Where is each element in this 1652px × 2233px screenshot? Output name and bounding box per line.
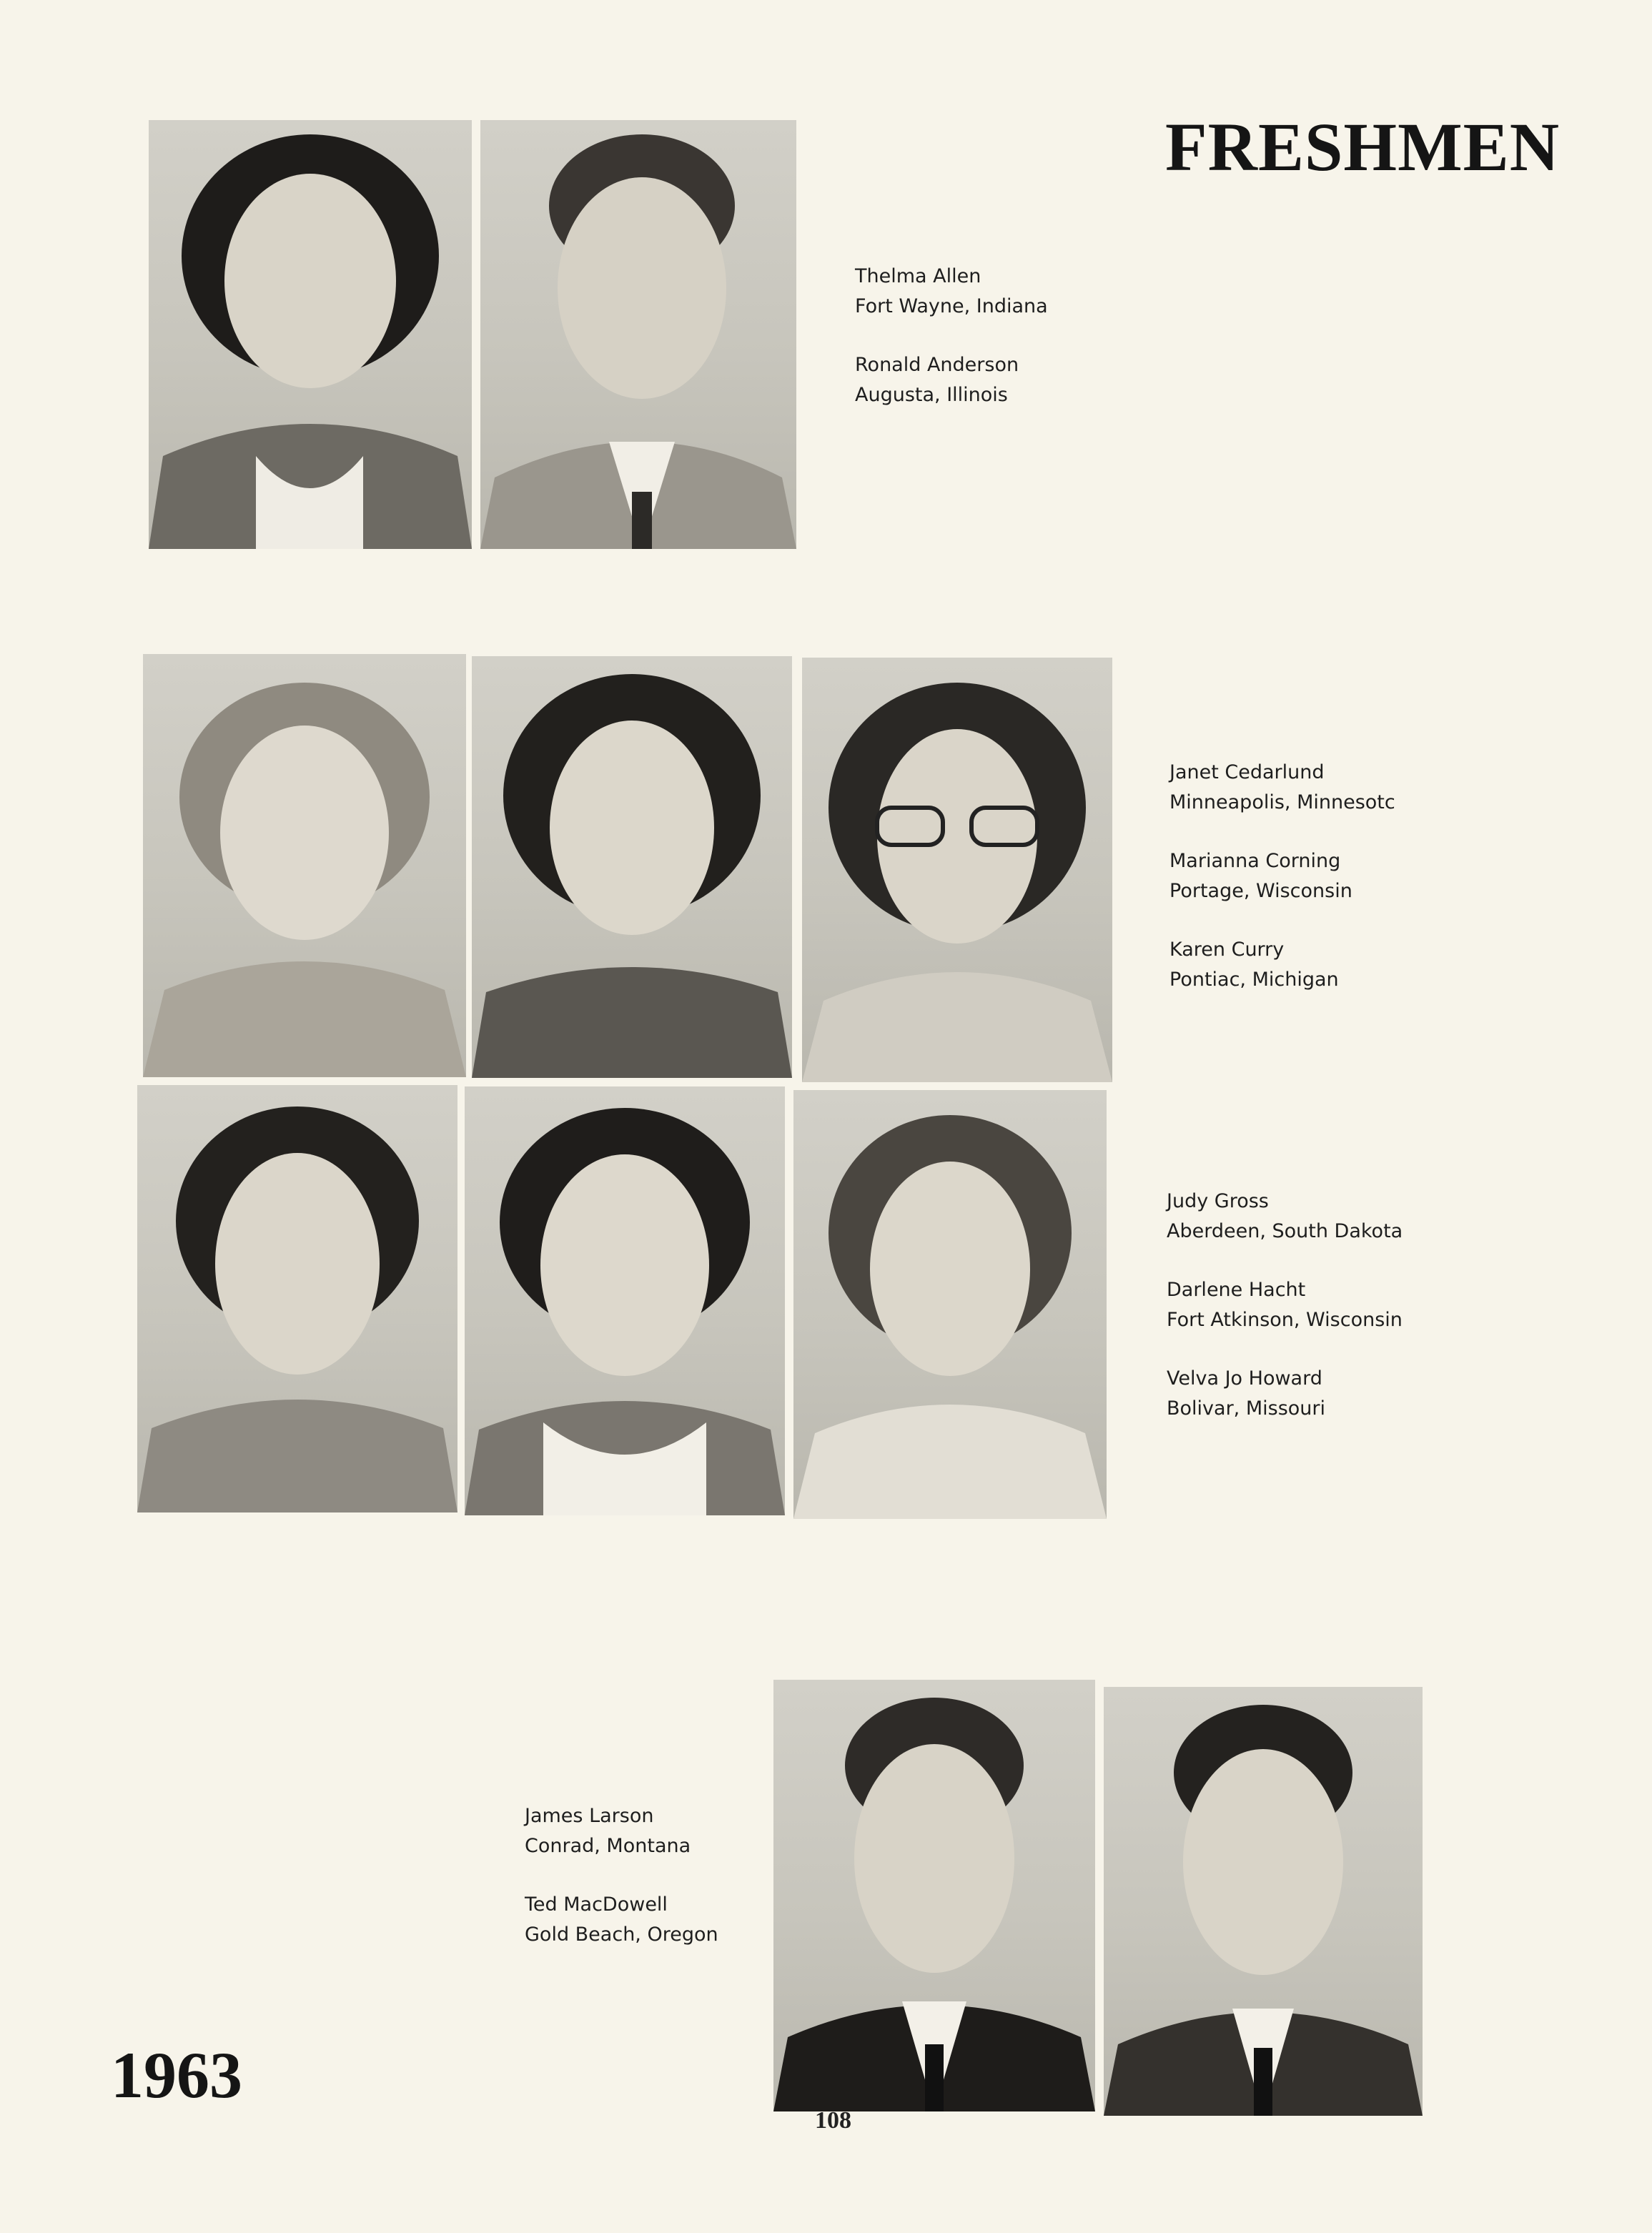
portrait-ted-macdowell	[1104, 1687, 1423, 2116]
student-name: Judy Gross	[1167, 1190, 1269, 1212]
portrait-james-larson	[773, 1680, 1095, 2111]
student-entry	[855, 262, 1048, 322]
student-entry	[855, 350, 1048, 410]
student-hometown: Pontiac, Michigan	[1169, 969, 1339, 991]
caption-group-row1	[855, 262, 1048, 439]
student-entry	[1167, 1187, 1403, 1247]
student-hometown: Minneapolis, Minnesotc	[1169, 791, 1395, 813]
student-name: Velva Jo Howard	[1167, 1367, 1322, 1390]
caption-group-row3	[1167, 1187, 1403, 1452]
student-hometown: Gold Beach, Oregon	[525, 1923, 718, 1946]
caption-group-row2	[1169, 758, 1395, 1024]
student-hometown: Aberdeen, South Dakota	[1167, 1220, 1403, 1242]
student-hometown: Augusta, Illinois	[855, 384, 1008, 406]
student-hometown: Fort Atkinson, Wisconsin	[1167, 1309, 1403, 1331]
portrait-marianna-corning	[472, 656, 792, 1078]
student-entry	[525, 1890, 718, 1950]
student-entry	[1169, 846, 1395, 906]
student-entry	[1167, 1364, 1403, 1424]
student-hometown: Bolivar, Missouri	[1167, 1397, 1325, 1420]
portrait-darlene-hacht	[465, 1086, 785, 1515]
portrait-thelma-allen	[149, 120, 472, 549]
student-entry	[1167, 1275, 1403, 1335]
caption-group-row4	[525, 1801, 718, 1979]
student-name: Ronald Anderson	[855, 354, 1019, 376]
student-hometown: Portage, Wisconsin	[1169, 880, 1352, 902]
student-name: James Larson	[525, 1805, 654, 1827]
student-name: Thelma Allen	[855, 265, 981, 287]
student-name: Janet Cedarlund	[1169, 761, 1325, 783]
portrait-velva-jo-howard	[793, 1090, 1107, 1519]
yearbook-year: 1963	[111, 2039, 242, 2111]
page-title: FRESHMEN	[1165, 109, 1561, 185]
portrait-judy-gross	[137, 1085, 457, 1512]
student-entry	[525, 1801, 718, 1861]
student-name: Darlene Hacht	[1167, 1279, 1306, 1301]
student-entry	[1169, 935, 1395, 995]
student-hometown: Fort Wayne, Indiana	[855, 295, 1048, 317]
student-name: Karen Curry	[1169, 939, 1285, 961]
page-number: 108	[815, 2107, 851, 2134]
portrait-karen-curry	[802, 658, 1112, 1082]
student-entry	[1169, 758, 1395, 818]
portrait-ronald-anderson	[480, 120, 796, 549]
student-name: Ted MacDowell	[525, 1893, 668, 1916]
student-hometown: Conrad, Montana	[525, 1835, 691, 1857]
student-name: Marianna Corning	[1169, 850, 1341, 872]
portrait-janet-cedarlund	[143, 654, 466, 1077]
